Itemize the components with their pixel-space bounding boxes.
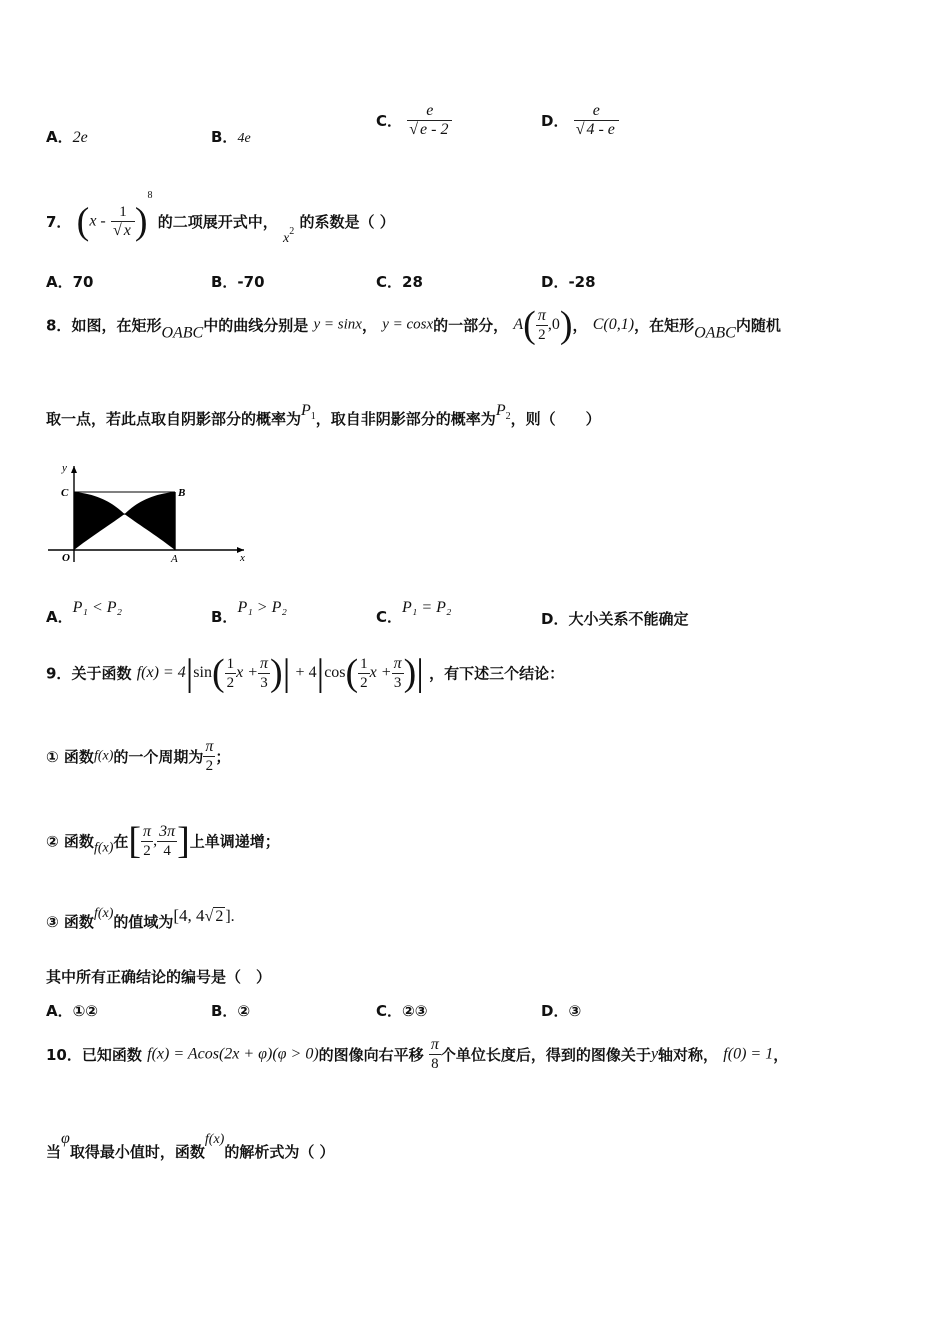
q9-question: 其中所有正确结论的编号是（ ） xyxy=(46,968,272,986)
q9-option-a[interactable]: A．①② xyxy=(46,1002,99,1020)
question-7: 7． (x - $\frac{1}{√ x}$ )$^8$ 的二项展开式中， $x^2$ 的系数是（ ） xyxy=(46,190,395,246)
q7-option-d[interactable]: D．-28 xyxy=(541,273,596,291)
q7-option-c[interactable]: C．28 xyxy=(376,273,423,291)
q9-option-b[interactable]: B．② xyxy=(211,1002,251,1020)
shaded-right xyxy=(125,492,176,550)
label-x: x xyxy=(240,552,245,564)
q9-option-d[interactable]: D．③ xyxy=(541,1002,582,1020)
label-O: O xyxy=(62,552,70,564)
label-y: y xyxy=(62,462,67,474)
question-8-line1: 8．如图，在矩形OABC中的曲线分别是 y = sinx， y = cosx的一部分， A( $\frac{\pi}{2}$ ,0)， C(0,1)，在矩形OABC内随机 xyxy=(46,304,781,346)
question-9: 9．关于函数 f(x) = 4|sin( $\frac{1}{2}$ x + $\frac{\pi}{3}$ )| + 4|cos( $\frac{1}{2}$ x + $\frac{\pi}{3}$ )| ，有下述三个结论： xyxy=(46,652,565,694)
q9-statement-2: ② 函数f(x)在[ $\frac{\pi}{2}$ , $\frac{3\pi}{4}$ ]上单调递增； xyxy=(46,820,280,862)
label-B: B xyxy=(178,487,186,499)
q8-option-c[interactable]: C．P₁ = P₂ xyxy=(376,599,452,626)
fraction: $\frac{e}{√ 4 - e}$ xyxy=(574,102,619,139)
fraction: $\frac{e}{√ e - 2}$ xyxy=(407,102,452,139)
q9-statement-1: ① 函数f(x)的一个周期为 $\frac{\pi}{2}$ ； xyxy=(46,738,231,774)
question-10-line2: 当φ取得最小值时，函数f(x)的解析式为（ ） xyxy=(46,1130,335,1161)
q6-option-d[interactable]: D． $\frac{e}{√ 4 - e}$ xyxy=(541,102,619,139)
fraction: $\frac{1}{√ x}$ xyxy=(111,203,135,240)
q6-option-b[interactable]: B．4e xyxy=(211,128,251,146)
label-A: A xyxy=(171,553,178,565)
q6-option-a[interactable]: A．2e xyxy=(46,128,88,146)
y-axis-arrow xyxy=(71,466,77,473)
q8-option-b[interactable]: B．P₁ > P₂ xyxy=(211,599,287,626)
q8-option-d[interactable]: D．大小关系不能确定 xyxy=(541,610,689,628)
q9-statement-3: ③ 函数f(x)的值域为[4, 4√ 2 ]. xyxy=(46,906,235,931)
q7-option-a[interactable]: A．70 xyxy=(46,273,94,291)
q6-option-c[interactable]: C． $\frac{e}{√ e - 2}$ xyxy=(376,102,452,139)
label-C: C xyxy=(61,487,69,499)
q8-option-a[interactable]: A．P₁ < P₂ xyxy=(46,599,123,626)
q9-option-c[interactable]: C．②③ xyxy=(376,1002,428,1020)
shaded-left xyxy=(74,492,125,550)
question-10-line1: 10．已知函数 f(x) = Acos(2x + φ)(φ > 0)的图像向右平移 $\frac{\pi}{8}$ 个单位长度后，得到的图像关于y轴对称， f(0) = 1， xyxy=(46,1036,789,1072)
q8-graph xyxy=(44,460,250,568)
q7-option-b[interactable]: B．-70 xyxy=(211,273,265,291)
question-8-line2: 取一点，若此点取自阴影部分的概率为$P_1$，取自非阴影部分的概率为$P_2$，则（ ） xyxy=(46,402,601,428)
